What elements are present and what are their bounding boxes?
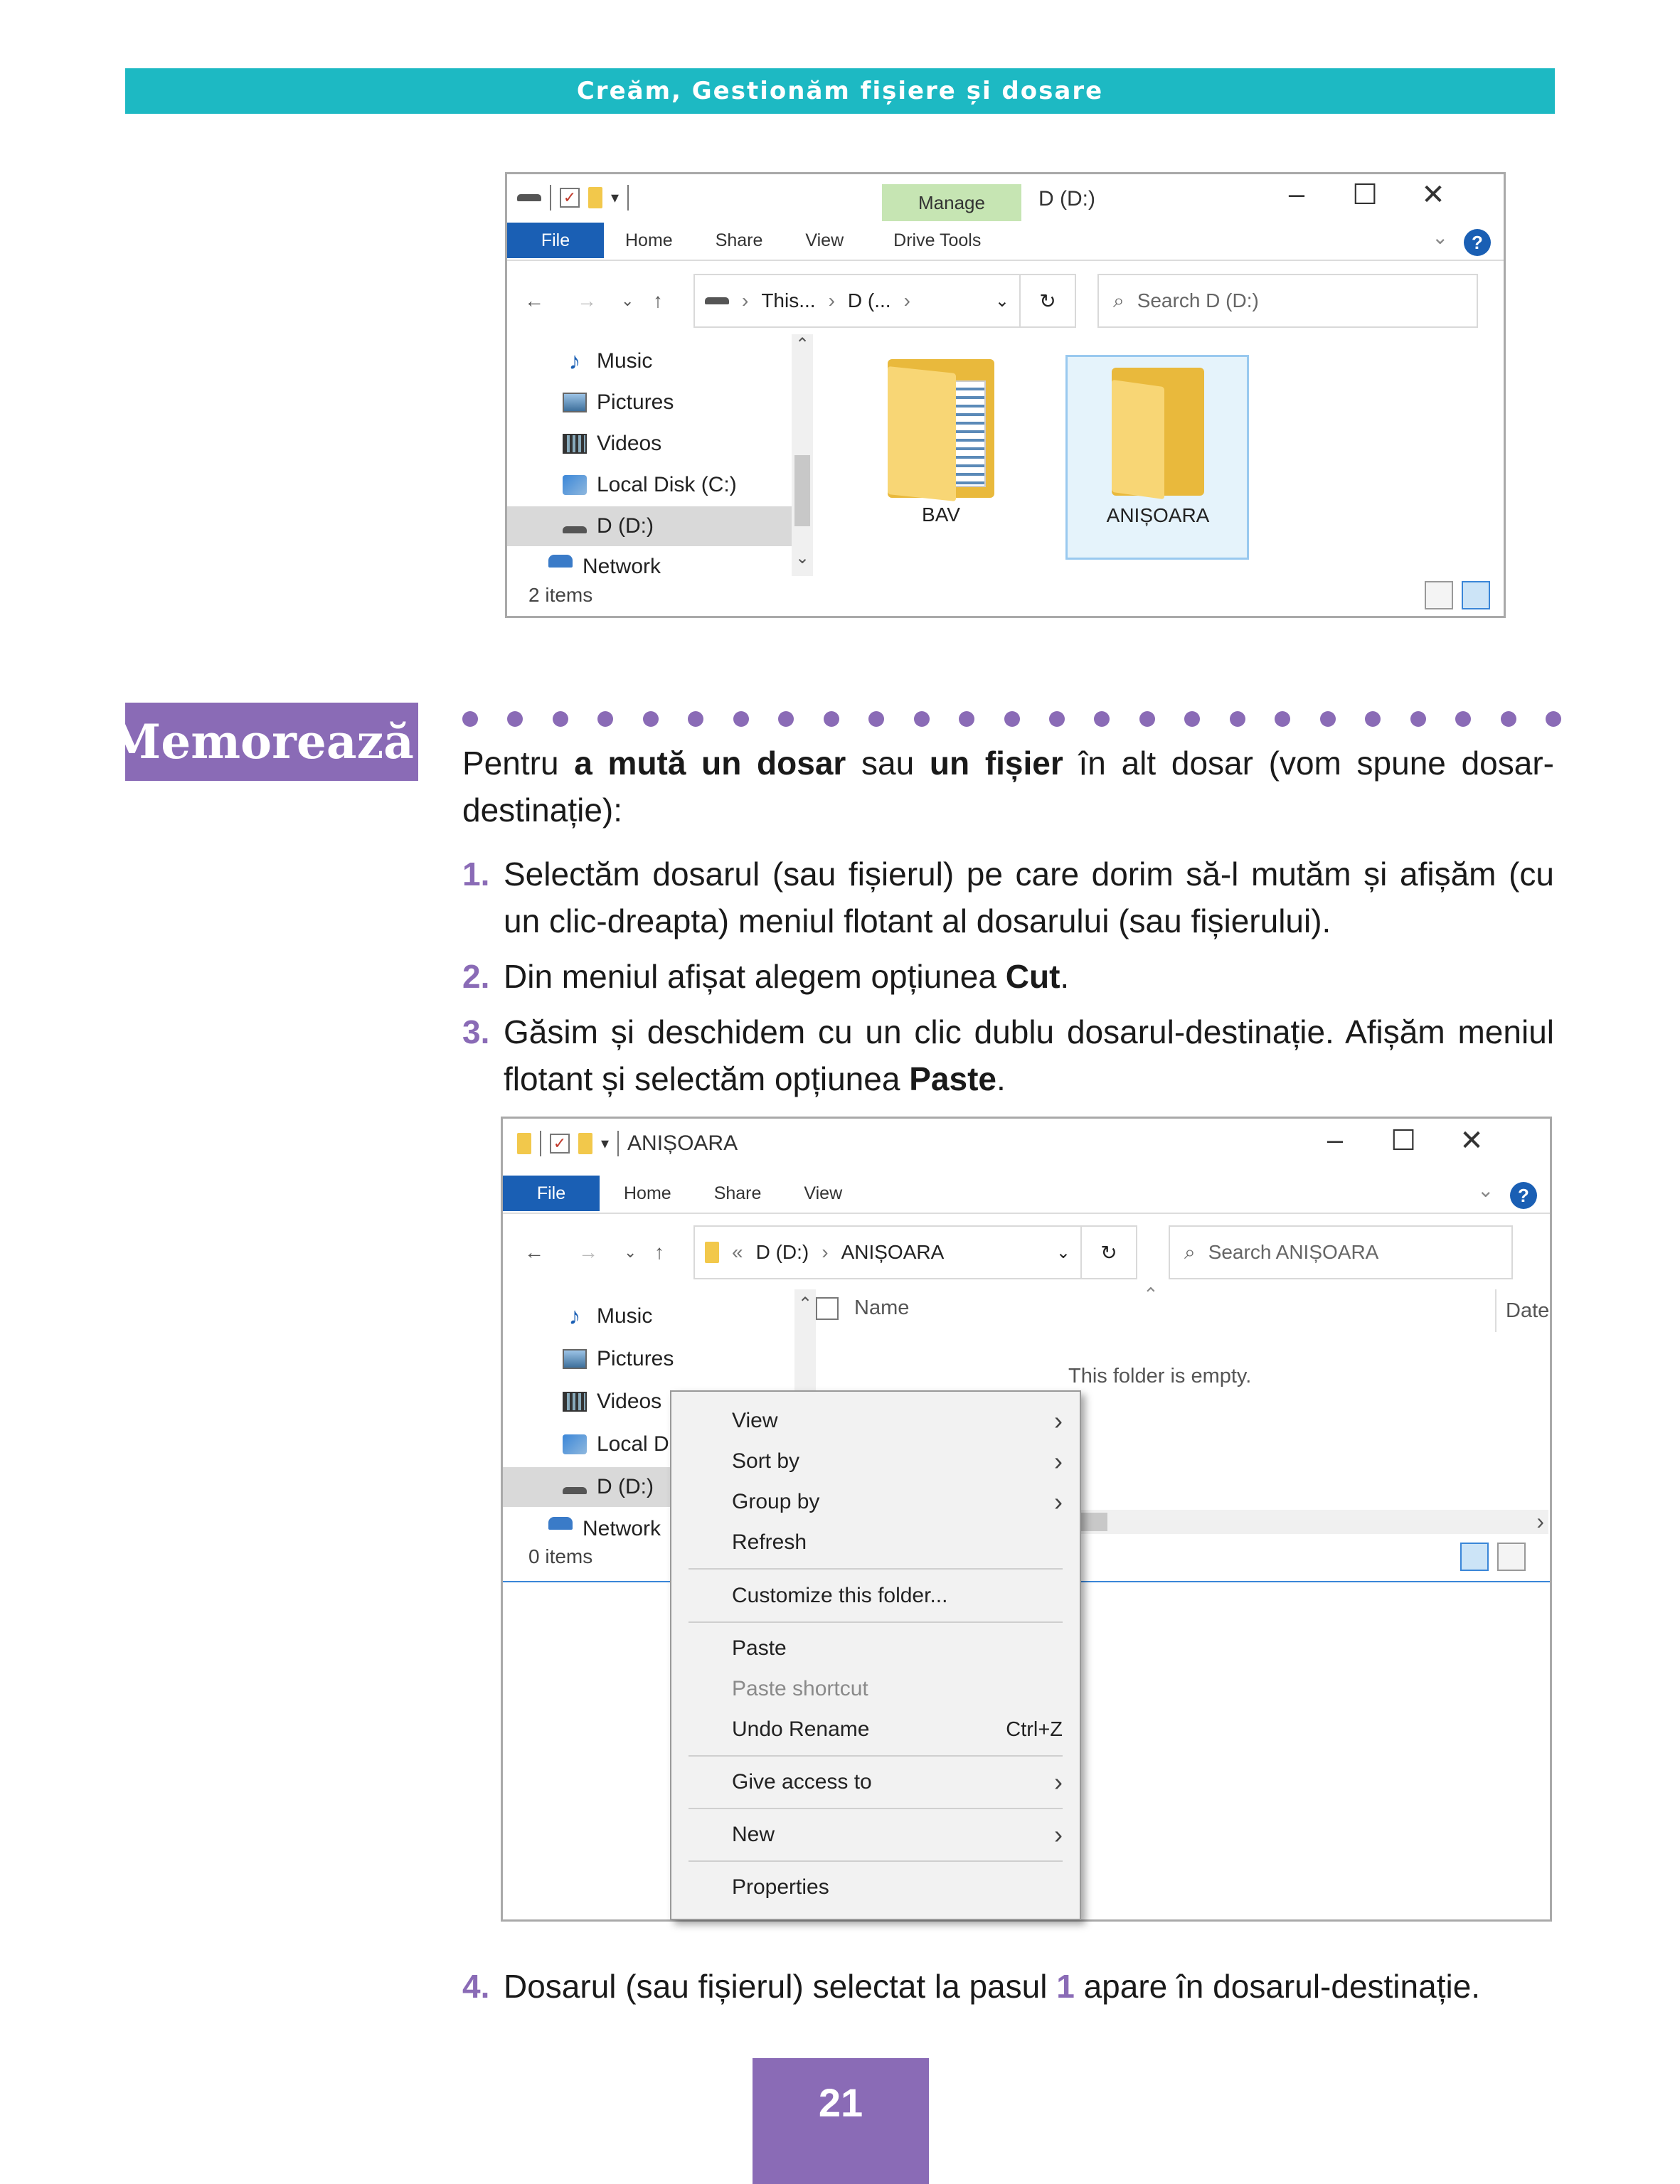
nav-label: Network [583,1517,661,1538]
divider-dot [778,711,794,727]
search-placeholder: Search ANIȘOARA [1208,1241,1379,1263]
folder-bav[interactable] [873,359,1009,526]
breadcrumb-this-pc[interactable]: This... [761,289,816,311]
divider-dot [1275,711,1290,727]
details-view-icon[interactable] [1425,581,1453,609]
divider-dot [688,711,703,727]
step-3: 3. Găsim și deschidem cu un clic dublu dosarul-destinație. Afișăm meniul flotant și selectăm opțiunea Paste. [462,1013,1554,1097]
step-4: 4. Dosarul (sau fișierul) selectat la pasul 1 apare în dosarul-destinație. [462,1968,1481,2005]
window-controls [1321,1124,1486,1157]
new-folder-icon[interactable] [578,1133,592,1154]
nav-label: D (D:) [597,514,654,538]
qat-dropdown-icon[interactable]: ▾ [611,188,620,206]
window-controls [1282,179,1447,211]
nav-label: Videos [597,432,662,455]
network-icon [548,555,573,568]
pictures-icon [563,393,587,412]
submenu-arrow-icon: › [1054,1487,1063,1516]
navigation-pane [507,334,792,576]
divider-dot [914,711,930,727]
submenu-arrow-icon: › [1054,1447,1063,1476]
nav-label: Network [583,555,661,576]
nav-label: Pictures [597,1347,674,1370]
nav-item-music[interactable] [503,1296,794,1336]
menu-item-properties[interactable]: Properties [732,1875,829,1899]
expand-ribbon-icon[interactable]: ⌄ [1432,226,1449,248]
help-icon[interactable]: ? [1464,229,1491,256]
drive-icon [517,194,541,201]
folder-icon [517,1133,531,1154]
expand-ribbon-icon[interactable]: ⌄ [1477,1179,1494,1201]
folder-anisoara[interactable] [1073,368,1243,527]
scroll-right-icon[interactable]: › [1536,1508,1544,1534]
folder-label: ANIȘOARA [1106,504,1210,526]
status-bar-count: 0 items [528,1545,593,1567]
divider-dot [959,711,974,727]
local-disk-icon [563,475,587,495]
nav-label: Videos [597,1390,662,1413]
address-bar[interactable]: « D (D:) › ANIȘOARA ⌄ [693,1225,1082,1279]
step-1: 1. Selectăm dosarul (sau fișierul) pe care dorim să-l mutăm și afișăm (cu un clic-dreapta) meniul flotant al dosarului (sau fișierului). [462,856,1554,939]
large-icons-view-icon[interactable] [1497,1543,1526,1571]
nav-item-music[interactable] [507,341,792,381]
view-toggle [1425,581,1490,609]
divider-dot [597,711,613,727]
breadcrumb-anisoara[interactable]: ANIȘOARA [841,1241,945,1263]
divider-dot [1094,711,1110,727]
breadcrumb-d-drive[interactable]: D (D:) [755,1241,809,1263]
music-icon: ♪ [568,348,581,375]
refresh-button[interactable] [1080,1225,1137,1279]
address-dropdown-icon[interactable]: ⌄ [994,291,1009,311]
address-dropdown-icon[interactable]: ⌄ [1056,1242,1070,1262]
menu-item-sort-by[interactable]: Sort by › [732,1447,1063,1476]
intro-paragraph: Pentru a mută un dosar sau un fișier în alt dosar (vom spune dosar-destinație): [462,745,1554,829]
refresh-icon: ↻ [1100,1241,1117,1264]
maximize-icon[interactable]: ☐ [1391,1125,1416,1156]
quick-access-toolbar [517,180,629,215]
explorer-window-d-drive [505,172,1506,618]
folder-label: BAV [922,504,960,526]
step-2: 2. Din meniul afișat alegem opțiunea Cut. [462,958,1070,995]
tab-file[interactable]: File [503,1176,600,1211]
help-icon[interactable]: ? [1510,1182,1537,1209]
divider-dot [868,711,884,727]
properties-check-icon[interactable]: ✓ [550,1134,570,1154]
divider-dot [1230,711,1245,727]
divider-dot [824,711,839,727]
nav-item-local-disk[interactable] [507,465,792,505]
page-number: 21 [753,2058,929,2184]
pictures-icon [563,1349,587,1369]
nav-label: Pictures [597,390,674,414]
videos-icon [563,434,587,454]
up-icon[interactable]: ↑ [654,1241,664,1263]
tab-file[interactable]: File [507,223,604,258]
date-column-header[interactable]: Date [1506,1299,1550,1322]
folder-icon [705,1242,719,1263]
nav-scrollbar[interactable] [792,334,813,576]
videos-icon [563,1392,587,1412]
quick-access-toolbar [517,1126,738,1161]
tab-share[interactable]: Share [713,1183,762,1203]
properties-check-icon[interactable]: ✓ [560,188,580,208]
details-view-icon[interactable] [1460,1543,1489,1571]
maximize-icon[interactable]: ☐ [1352,179,1378,211]
drive-icon [705,297,729,304]
ribbon-tabs [507,223,1002,258]
drive-icon [563,1487,587,1494]
column-divider [1495,1289,1496,1332]
scroll-up-icon[interactable]: ⌃ [797,1294,813,1314]
close-icon[interactable]: ✕ [1460,1125,1484,1156]
divider-dot [1049,711,1065,727]
up-icon[interactable]: ↑ [653,289,663,311]
name-column-header[interactable] [816,1296,909,1320]
nav-label: Local Disk (C:) [597,473,737,496]
tab-manage[interactable]: Manage [882,184,1021,221]
local-disk-icon [563,1434,587,1454]
forward-icon[interactable]: → [578,1241,598,1263]
nav-item-videos[interactable] [507,424,792,464]
tab-view[interactable]: View [804,1183,843,1203]
menu-item-refresh[interactable]: Refresh [732,1530,807,1554]
recent-dropdown-icon[interactable]: ⌄ [624,1243,637,1261]
search-input[interactable] [1097,274,1478,328]
tab-home[interactable]: Home [624,1183,671,1203]
chapter-header: Creăm, Gestionăm fișiere și dosare [125,68,1555,114]
divider-dot [733,711,749,727]
status-bar-count: 2 items [528,584,593,606]
tab-home[interactable]: Home [625,230,673,250]
empty-folder-message: This folder is empty. [1068,1365,1252,1387]
divider-dot [643,711,659,727]
divider-dot [1184,711,1200,727]
nav-label: Music [597,1304,653,1328]
sort-ascending-icon: ⌃ [1143,1284,1159,1305]
dotted-divider [462,711,1561,728]
menu-item-paste[interactable]: Paste [732,1636,787,1660]
minimize-icon[interactable]: – [1288,179,1305,210]
nav-item-pictures[interactable] [507,383,792,422]
view-toggle [1460,1543,1526,1571]
scroll-down-icon[interactable]: ⌄ [794,548,810,568]
divider-dot [1501,711,1516,727]
submenu-arrow-icon: › [1054,1406,1063,1435]
divider-dot [1365,711,1381,727]
divider-dot [553,711,568,727]
divider-dot [462,711,478,727]
nav-item-network[interactable] [507,555,792,576]
minimize-icon[interactable]: – [1327,1124,1344,1156]
menu-item-group-by[interactable]: Group by › [732,1487,1063,1516]
menu-item-customize-folder[interactable]: Customize this folder... [732,1584,948,1607]
shortcut-label: Ctrl+Z [1006,1717,1063,1741]
divider-dot [1546,711,1561,727]
select-all-checkbox[interactable] [816,1297,839,1320]
close-icon[interactable]: ✕ [1421,179,1445,211]
forward-icon[interactable]: → [577,289,597,311]
memoreaza-badge: Memorează! [125,703,418,781]
nav-label: Local D [597,1432,669,1456]
tab-drive-tools[interactable]: Drive Tools [893,230,982,250]
scroll-up-icon[interactable]: ⌃ [794,335,810,354]
menu-item-paste-shortcut: Paste shortcut [732,1677,868,1700]
divider-dot [1004,711,1020,727]
window-title: D (D:) [1038,187,1095,211]
drive-icon [563,526,587,533]
divider-dot [1320,711,1336,727]
column-name-label: Name [854,1296,910,1319]
divider-dot [507,711,523,727]
divider-dot [1139,711,1155,727]
back-icon[interactable]: ← [524,1241,544,1263]
tab-share[interactable]: Share [715,230,763,250]
ribbon-tabs [503,1176,863,1211]
nav-item-d-drive[interactable] [507,506,792,546]
new-folder-icon[interactable] [588,187,602,208]
menu-item-undo-rename[interactable]: Undo Rename Ctrl+Z [732,1717,1063,1741]
window-title: ANIȘOARA [627,1131,738,1155]
context-menu [670,1390,1081,1920]
refresh-icon: ↻ [1039,289,1056,312]
menu-item-give-access[interactable]: Give access to › [732,1767,1063,1796]
divider-dot [1455,711,1471,727]
tab-view[interactable]: View [805,230,844,250]
nav-scrollbar[interactable] [794,1289,816,1396]
back-icon[interactable]: ← [524,289,544,311]
music-icon: ♪ [568,1303,581,1330]
address-bar[interactable]: › This... › D (... › ⌄ [693,274,1021,328]
submenu-arrow-icon: › [1054,1767,1063,1796]
divider-dot [1410,711,1426,727]
breadcrumb-d-drive[interactable]: D (... [847,289,891,311]
nav-item-pictures[interactable] [503,1339,794,1379]
menu-item-view[interactable]: View › [732,1406,1063,1435]
large-icons-view-icon[interactable] [1462,581,1490,609]
refresh-button[interactable] [1019,274,1076,328]
qat-dropdown-icon[interactable]: ▾ [601,1134,610,1152]
search-icon: ⌕ [1113,289,1125,311]
search-icon: ⌕ [1184,1240,1196,1263]
nav-label: Music [597,349,653,373]
search-placeholder: Search D (D:) [1137,289,1259,311]
submenu-arrow-icon: › [1054,1820,1063,1849]
search-input[interactable] [1169,1225,1513,1279]
recent-dropdown-icon[interactable]: ⌄ [621,292,634,309]
menu-item-new[interactable]: New › [732,1820,1063,1849]
network-icon [548,1517,573,1530]
nav-label: D (D:) [597,1475,654,1498]
